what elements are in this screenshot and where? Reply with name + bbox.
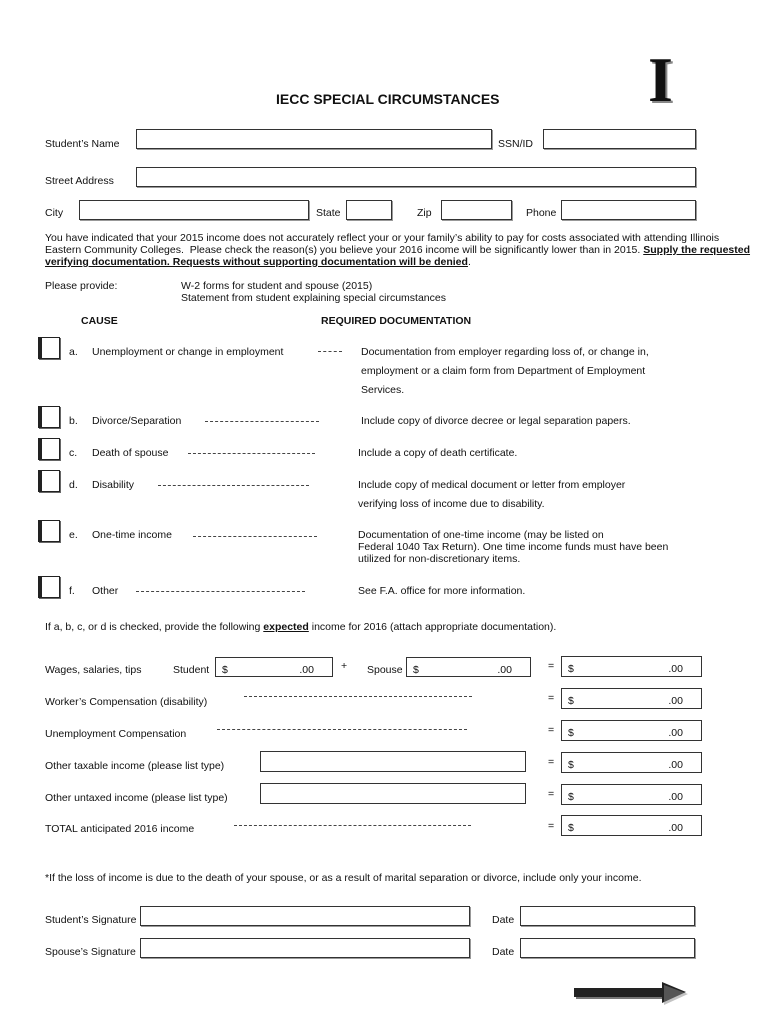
instruction-emph: expected (263, 621, 309, 633)
checkbox-d[interactable] (38, 470, 60, 492)
other-taxable-type-field[interactable] (260, 751, 526, 772)
spouse-date-field[interactable] (520, 938, 695, 958)
total-income-dollar: $ (568, 822, 574, 834)
cause-letter-e: e. (69, 529, 78, 541)
total-wages-field[interactable] (561, 656, 702, 677)
spouse-signature-field[interactable] (140, 938, 470, 958)
cause-letter-c: c. (69, 447, 78, 459)
cause-label-e: One-time income (92, 529, 172, 541)
unemployment-dollar: $ (568, 727, 574, 739)
checkbox-a[interactable] (38, 337, 60, 359)
leader-d (158, 485, 309, 486)
city-label: City (45, 207, 64, 219)
total-income-field[interactable] (561, 815, 702, 836)
instruction-pre: If a, b, c, or d is checked, provide the following (45, 621, 264, 633)
total-income-label: TOTAL anticipated 2016 income (45, 823, 195, 835)
leader-e (193, 536, 317, 537)
unemployment-label: Unemployment Compensation (45, 728, 187, 740)
doc-c-line-1: Include a copy of death certificate. (358, 447, 518, 459)
doc-a-line-3: Services. (361, 384, 405, 396)
spouse-amount-label: Spouse (367, 664, 403, 676)
workers-comp-dollar: $ (568, 695, 574, 707)
doc-b-line-1: Include copy of divorce decree or legal separation papers. (361, 415, 631, 427)
checkbox-c[interactable] (38, 438, 60, 460)
instruction-post: income for 2016 (attach appropriate documentation). (308, 621, 557, 633)
intro-line-3-end: . (467, 256, 471, 268)
cause-header: CAUSE (81, 315, 118, 327)
other-untaxed-type-field[interactable] (260, 783, 526, 804)
intro-line-3 (45, 256, 471, 268)
equals-workers-comp: = (548, 692, 555, 704)
student-name-label: Student’s Name (45, 138, 120, 150)
doc-d-line-2: verifying loss of income due to disability. (358, 498, 545, 510)
income-instruction (45, 621, 556, 633)
page-title: IECC SPECIAL CIRCUMSTANCES (276, 91, 500, 107)
equals-wages: = (548, 660, 555, 672)
zip-label: Zip (417, 207, 432, 219)
checkbox-f[interactable] (38, 576, 60, 598)
doc-e-line-2: Federal 1040 Tax Return). One time income funds must have been (358, 541, 669, 553)
spouse-signature-label: Spouse’s Signature (45, 946, 136, 958)
street-address-label: Street Address (45, 175, 114, 187)
documentation-header: REQUIRED DOCUMENTATION (321, 315, 472, 327)
street-address-field[interactable] (136, 167, 696, 187)
cause-label-a: Unemployment or change in employment (92, 346, 284, 358)
cause-label-b: Divorce/Separation (92, 415, 182, 427)
intro-line-3-bold: verifying documentation. Requests without supporting documentation will be denied (45, 256, 468, 268)
zip-field[interactable] (441, 200, 512, 220)
spouse-date-label: Date (492, 946, 515, 958)
student-date-field[interactable] (520, 906, 695, 926)
checkbox-b[interactable] (38, 406, 60, 428)
equals-other-untaxed: = (548, 788, 555, 800)
unemployment-leader (217, 729, 467, 730)
spouse-wages-dollar: $ (413, 664, 419, 676)
cause-label-c: Death of spouse (92, 447, 169, 459)
ssn-field[interactable] (543, 129, 696, 149)
other-untaxed-field[interactable] (561, 784, 702, 805)
phone-label: Phone (526, 207, 557, 219)
leader-c (188, 453, 315, 454)
cause-label-d: Disability (92, 479, 135, 491)
plus-sign: + (341, 660, 348, 672)
other-taxable-field[interactable] (561, 752, 702, 773)
spouse-wages-value: .00 (497, 664, 512, 676)
cause-letter-d: d. (69, 479, 78, 491)
other-taxable-dollar: $ (568, 759, 574, 771)
total-wages-dollar: $ (568, 663, 574, 675)
leader-b (205, 421, 319, 422)
leader-f (136, 591, 305, 592)
checkbox-e[interactable] (38, 520, 60, 542)
doc-e-line-1: Documentation of one-time income (may be listed on (358, 529, 604, 541)
other-untaxed-dollar: $ (568, 791, 574, 803)
workers-comp-leader (244, 696, 472, 697)
equals-other-taxable: = (548, 756, 555, 768)
workers-comp-field[interactable] (561, 688, 702, 709)
student-signature-label: Student’s Signature (45, 914, 137, 926)
doc-a-line-2: employment or a claim form from Department of Employment (361, 365, 646, 377)
footnote: *If the loss of income is due to the death of your spouse, or as a result of marital separation or divorce, include only your income. (45, 872, 642, 884)
city-field[interactable] (79, 200, 309, 220)
cause-label-f: Other (92, 585, 119, 597)
please-provide-label: Please provide: (45, 280, 118, 292)
state-label: State (316, 207, 341, 219)
intro-line-1: You have indicated that your 2015 income does not accurately reflect your or your family’s ability to pay for costs associated with attending Illinois (45, 232, 720, 244)
provide-item-2: Statement from student explaining special circumstances (181, 292, 446, 304)
cause-letter-a: a. (69, 346, 78, 358)
state-field[interactable] (346, 200, 392, 220)
other-taxable-value: .00 (668, 759, 683, 771)
intro-line-2 (45, 244, 750, 256)
provide-item-1: W-2 forms for student and spouse (2015) (181, 280, 373, 292)
equals-unemployment: = (548, 724, 555, 736)
spouse-wages-field[interactable] (406, 657, 531, 677)
workers-comp-value: .00 (668, 695, 683, 707)
arrow-right-icon[interactable] (574, 982, 690, 1006)
equals-total: = (548, 820, 555, 832)
student-signature-field[interactable] (140, 906, 470, 926)
student-amount-label: Student (173, 664, 210, 676)
doc-e-line-3: utilized for non-discretionary items. (358, 553, 521, 565)
other-untaxed-value: .00 (668, 791, 683, 803)
intro-line-2-bold: Supply the requested (643, 244, 751, 256)
doc-a-line-1: Documentation from employer regarding loss of, or change in, (361, 346, 649, 358)
total-wages-value: .00 (668, 663, 683, 675)
leader-a (318, 351, 342, 352)
form-letter: I (648, 44, 673, 115)
doc-f-line-1: See F.A. office for more information. (358, 585, 526, 597)
student-wages-field[interactable] (215, 657, 333, 677)
intro-line-2-text: Eastern Community Colleges. Please check the reason(s) you believe your 2016 income will be significantly lower than in 2015. (45, 244, 644, 256)
other-untaxed-label: Other untaxed income (please list type) (45, 792, 228, 804)
wages-label: Wages, salaries, tips (45, 664, 142, 676)
cause-letter-b: b. (69, 415, 78, 427)
cause-letter-f: f. (69, 585, 75, 597)
total-income-value: .00 (668, 822, 683, 834)
unemployment-value: .00 (668, 727, 683, 739)
student-date-label: Date (492, 914, 515, 926)
ssn-label: SSN/ID (498, 138, 534, 150)
student-wages-value: .00 (299, 664, 314, 676)
student-wages-dollar: $ (222, 664, 228, 676)
workers-comp-label: Worker’s Compensation (disability) (45, 696, 208, 708)
doc-d-line-1: Include copy of medical document or letter from employer (358, 479, 626, 491)
other-taxable-label: Other taxable income (please list type) (45, 760, 225, 772)
phone-field[interactable] (561, 200, 696, 220)
student-name-field[interactable] (136, 129, 492, 149)
unemployment-field[interactable] (561, 720, 702, 741)
total-income-leader (234, 825, 471, 826)
